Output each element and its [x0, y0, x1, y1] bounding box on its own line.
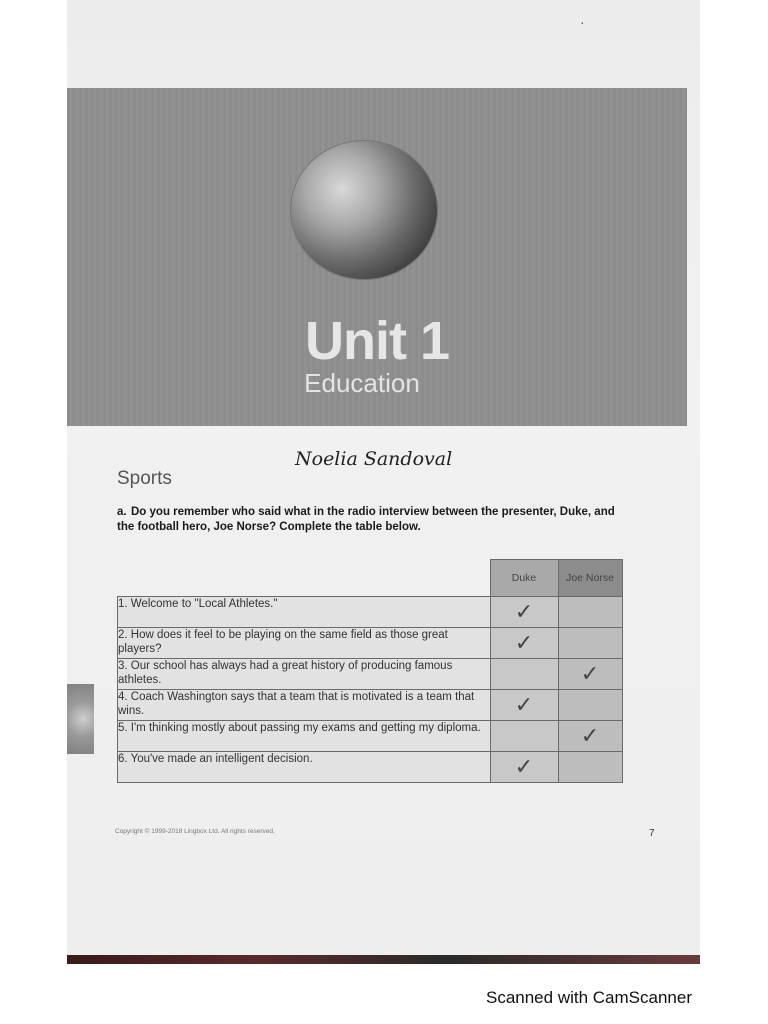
joe-checkmark-cell — [558, 597, 622, 628]
duke-checkmark-cell: ✓ — [490, 752, 558, 783]
duke-checkmark-cell: ✓ — [490, 597, 558, 628]
table-row — [118, 690, 623, 721]
question-text: Do you remember who said what in the radio interview between the presenter, Duke, and the football hero, Joe Norse? Complete the table below. — [117, 506, 615, 533]
statement-cell: 3. Our school has always had a great history of producing famous athletes. — [118, 659, 491, 690]
copyright-footer: Copyright © 1999-2018 Lingbox Ltd. All rights reserved. — [115, 828, 275, 835]
statement-cell: 1. Welcome to "Local Athletes." — [118, 597, 491, 628]
camscanner-watermark: Scanned with CamScanner — [485, 988, 692, 1007]
table-header-row — [118, 560, 623, 597]
statement-cell: 6. You've made an intelligent decision. — [118, 752, 491, 783]
table-row — [118, 597, 623, 628]
unit-title: Unit 1 — [304, 311, 449, 371]
header-duke: Duke — [490, 560, 558, 597]
statement-cell: 4. Coach Washington says that a team that is motivated is a team that wins. — [118, 690, 491, 721]
joe-checkmark-cell: ✓ — [558, 659, 622, 690]
joe-checkmark-cell — [558, 752, 622, 783]
header-joe-norse: Joe Norse — [558, 560, 622, 597]
table-row — [118, 628, 623, 659]
unit-banner — [67, 88, 687, 426]
table-header-blank — [118, 560, 491, 597]
unit-subtitle: Education — [304, 368, 420, 398]
statement-cell: 5. I'm thinking mostly about passing my exams and getting my diploma. — [118, 721, 491, 752]
scanned-page — [67, 0, 700, 962]
page-number: 7 — [649, 828, 655, 839]
question-letter: a. — [117, 506, 127, 518]
table-row — [118, 721, 623, 752]
paper-speck: · — [580, 14, 585, 30]
student-name: Noelia Sandoval — [295, 448, 453, 470]
exercise-instruction — [117, 505, 629, 535]
answer-table — [117, 559, 623, 783]
duke-checkmark-cell: ✓ — [490, 690, 558, 721]
background-edge — [67, 955, 700, 964]
section-title: Sports — [117, 468, 172, 489]
table-row — [118, 659, 623, 690]
duke-checkmark-cell: ✓ — [490, 628, 558, 659]
joe-checkmark-cell: ✓ — [558, 721, 622, 752]
joe-checkmark-cell — [558, 628, 622, 659]
table-row — [118, 752, 623, 783]
students-photo — [290, 140, 438, 280]
joe-checkmark-cell — [558, 690, 622, 721]
duke-checkmark-cell — [490, 659, 558, 690]
side-seal — [67, 684, 94, 754]
statement-cell: 2. How does it feel to be playing on the same field as those great players? — [118, 628, 491, 659]
duke-checkmark-cell — [490, 721, 558, 752]
